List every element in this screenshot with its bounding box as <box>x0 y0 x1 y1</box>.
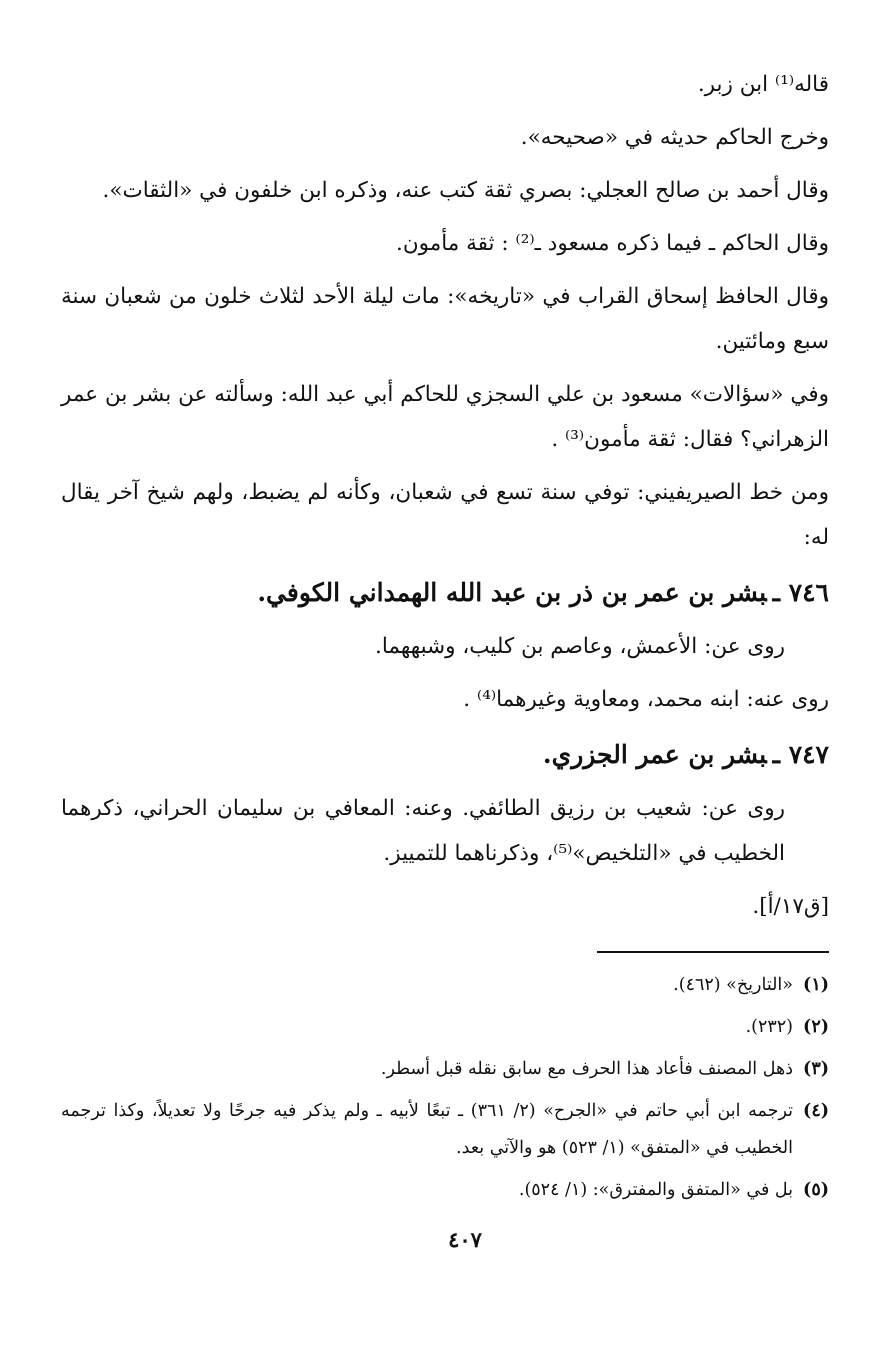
paragraph-ijli: وقال أحمد بن صالح العجلي: بصري ثقة كتب عنه، وذكره ابن خلفون في «الثقات». <box>102 178 829 203</box>
footnote-5 <box>61 1172 829 1209</box>
footnote-text: ذهل المصنف فأعاد هذا الحرف مع سابق نقله قبل أسطر. <box>380 1059 793 1079</box>
paragraph-hakim-sahih: وخرج الحاكم حديثه في «صحيحه». <box>520 125 829 150</box>
entry-747-text: روى عن: شعيب بن رزيق الطائفي. وعنه: المعافي بن سليمان الحراني، ذكرهما الخطيب في «التلخيص»⁽⁵⁾، وذكرناهما للتمييز. <box>61 796 785 866</box>
entry-746-title: بشر بن عمر بن ذر بن عبد الله الهمداني الكوفي. <box>257 578 767 607</box>
footnote-text: «التاريخ» (٤٦٢). <box>673 975 793 995</box>
paragraph-hakim-masud: وقال الحاكم ـ فيما ذكره مسعود ـ⁽²⁾ : ثقة مأمون. <box>395 231 829 256</box>
entry-746-number: ٧٤٦ ـ <box>772 578 829 607</box>
document-page <box>61 62 829 1252</box>
entry-746-rawa-an: روى عن: الأعمش، وعاصم بن كليب، وشبههما. <box>375 634 785 659</box>
footnote-separator <box>597 951 829 953</box>
folio-reference: [ق١٧/أ]. <box>752 894 829 919</box>
footnote-1 <box>61 967 829 1004</box>
paragraph-sayrifini: ومن خط الصيريفيني: توفي سنة تسع في شعبان، وكأنه لم يضبط، ولهم شيخ آخر يقال له: <box>61 480 829 550</box>
footnote-text: ترجمه ابن أبي حاتم في «الجرح» (٢/ ٣٦١) ـ تبعًا لأبيه ـ ولم يذكر فيه جرحًا ولا تعديلاً، وكذا ترجمه الخطيب في «المتفق» (١/ ٥٢٣) هو والآتي بعد. <box>61 1101 793 1158</box>
paragraph-suaalat: وفي «سؤالات» مسعود بن علي السجزي للحاكم أبي عبد الله: وسألته عن بشر بن عمر الزهراني؟ فقال: ثقة مأمون⁽³⁾ . <box>61 382 829 452</box>
footnote-number: (٥) <box>803 1180 829 1200</box>
paragraph-qarrab: وقال الحافظ إسحاق القراب في «تاريخه»: مات ليلة الأحد لثلاث خلون من شعبان سنة سبع ومائتين. <box>61 284 829 354</box>
footnote-number: (٤) <box>803 1101 829 1121</box>
paragraph-ibn-zabr: قاله⁽¹⁾ ابن زبر. <box>697 72 829 97</box>
footnote-2 <box>61 1009 829 1046</box>
footnote-number: (١) <box>803 975 829 995</box>
footnote-number: (٢) <box>803 1017 829 1037</box>
entry-747-number: ٧٤٧ ـ <box>772 740 829 769</box>
footnote-4 <box>61 1093 829 1167</box>
footnote-3 <box>61 1051 829 1088</box>
footnote-number: (٣) <box>803 1059 829 1079</box>
page-number: ٤٠٧ <box>448 1227 482 1252</box>
entry-747-title: بشر بن عمر الجزري. <box>542 740 767 769</box>
entry-746-rawa-anhu: روى عنه: ابنه محمد، ومعاوية وغيرهما⁽⁴⁾ . <box>463 687 829 712</box>
footnote-text: بل في «المتفق والمفترق»: (١/ ٥٢٤). <box>518 1180 793 1200</box>
entry-747-heading <box>61 730 829 780</box>
footnote-text: (٢٣٢). <box>745 1017 793 1037</box>
entry-746-heading <box>61 568 829 618</box>
footnotes <box>61 967 829 1209</box>
